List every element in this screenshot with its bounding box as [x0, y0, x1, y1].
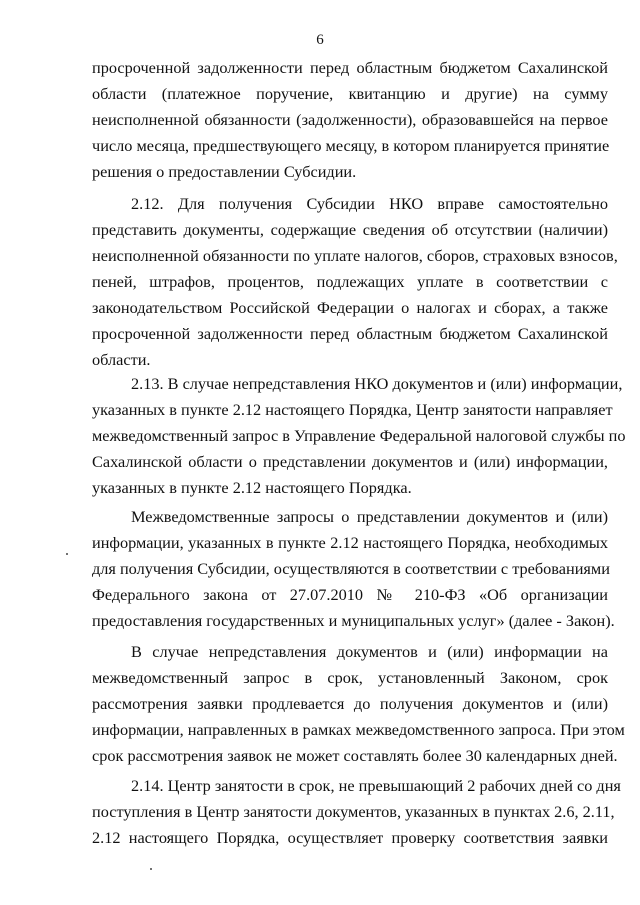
text-line: 2.12. Для получения Субсидии НКО вправе самостоятельно [131, 194, 608, 213]
text-line: просроченной задолженности перед областным бюджетом Сахалинской [92, 58, 608, 77]
text-line: поступления в Центр занятости документов, указанных в пунктах 2.6, 2.11, [92, 802, 615, 821]
text-line: представить документы, содержащие сведения об отсутствии (наличии) [92, 220, 608, 239]
text-line: просроченной задолженности перед областным бюджетом Сахалинской [92, 324, 608, 343]
text-line: решения о предоставлении Субсидии. [92, 162, 357, 181]
text-line: межведомственный запрос в Управление Федеральной налоговой службы по [92, 426, 626, 445]
text-line: неисполненной обязанности по уплате налогов, сборов, страховых взносов, [92, 246, 618, 265]
page-number: 6 [316, 32, 324, 48]
text-line: срок рассмотрения заявок не может составлять более 30 календарных дней. [92, 746, 618, 765]
text-line: 2.13. В случае непредставления НКО документов и (или) информации, [131, 374, 623, 393]
text-line: указанных в пункте 2.12 настоящего Порядка. [92, 478, 412, 497]
text-line: Федерального закона от 27.07.2010 № 210-ФЗ «Об организации [92, 585, 608, 604]
scan-speck [66, 553, 68, 555]
text-line: межведомственный запрос в срок, установленный Законом, срок [92, 668, 608, 687]
text-line: информации, направленных в рамках межведомственного запроса. При этом [92, 720, 625, 739]
text-line: области. [92, 350, 151, 369]
text-line: для получения Субсидии, осуществляются в соответствии с требованиями [92, 559, 610, 578]
text-line: рассмотрения заявки продлевается до получения документов и (или) [92, 694, 608, 713]
text-line: информации, указанных в пункте 2.12 настоящего Порядка, необходимых [92, 533, 608, 552]
text-line: В случае непредставления документов и (или) информации на [131, 642, 608, 661]
text-line: указанных в пункте 2.12 настоящего Порядка, Центр занятости направляет [92, 400, 613, 419]
scan-speck [150, 868, 152, 870]
text-line: области (платежное поручение, квитанцию и другие) на сумму [92, 84, 608, 103]
text-line: законодательством Российской Федерации о налогах и сборах, а также [92, 298, 608, 317]
text-line: Межведомственные запросы о представлении документов и (или) [131, 507, 608, 526]
text-line: Сахалинской области о представлении документов и (или) информации, [92, 452, 608, 471]
text-line: неисполненной обязанности (задолженности), образовавшейся на первое [92, 110, 608, 129]
text-line: число месяца, предшествующего месяцу, в котором планируется принятие [92, 136, 610, 155]
text-line: 2.14. Центр занятости в срок, не превышающий 2 рабочих дней со дня [131, 776, 621, 795]
text-line: 2.12 настоящего Порядка, осуществляет проверку соответствия заявки [92, 828, 608, 847]
text-line: предоставления государственных и муниципальных услуг» (далее - Закон). [92, 611, 615, 630]
text-line: пеней, штрафов, процентов, подлежащих уплате в соответствии с [92, 272, 608, 291]
